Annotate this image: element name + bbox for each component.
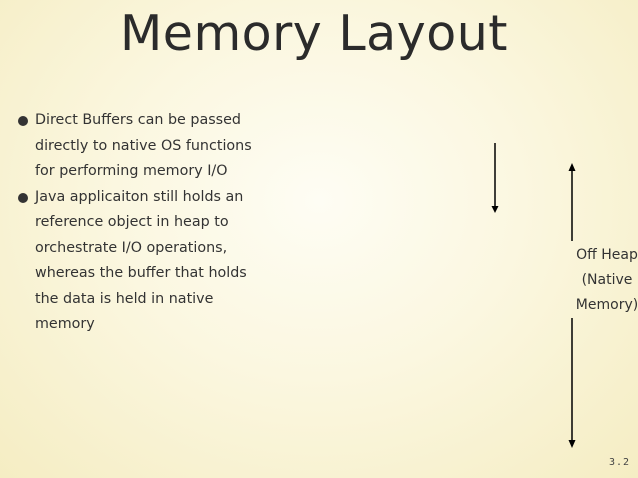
off-heap-label	[572, 243, 638, 318]
slide-title: Memory Layout	[120, 5, 508, 62]
bullet-text: Java applicaiton still holds an reference object in heap to orchestrate I/O operations, whereas the buffer that holds the data is held in native memory	[35, 188, 247, 332]
off-heap-label-line: (Native	[581, 272, 633, 288]
bullet-text: Direct Buffers can be passed directly to native OS functions for performing memory I/O	[35, 112, 252, 179]
off-heap-label-line: Memory)	[575, 297, 638, 313]
down-arrow-icon	[492, 143, 499, 213]
off-heap-label-line: Off Heap	[576, 247, 638, 263]
slide-number: 3.2	[608, 457, 630, 468]
